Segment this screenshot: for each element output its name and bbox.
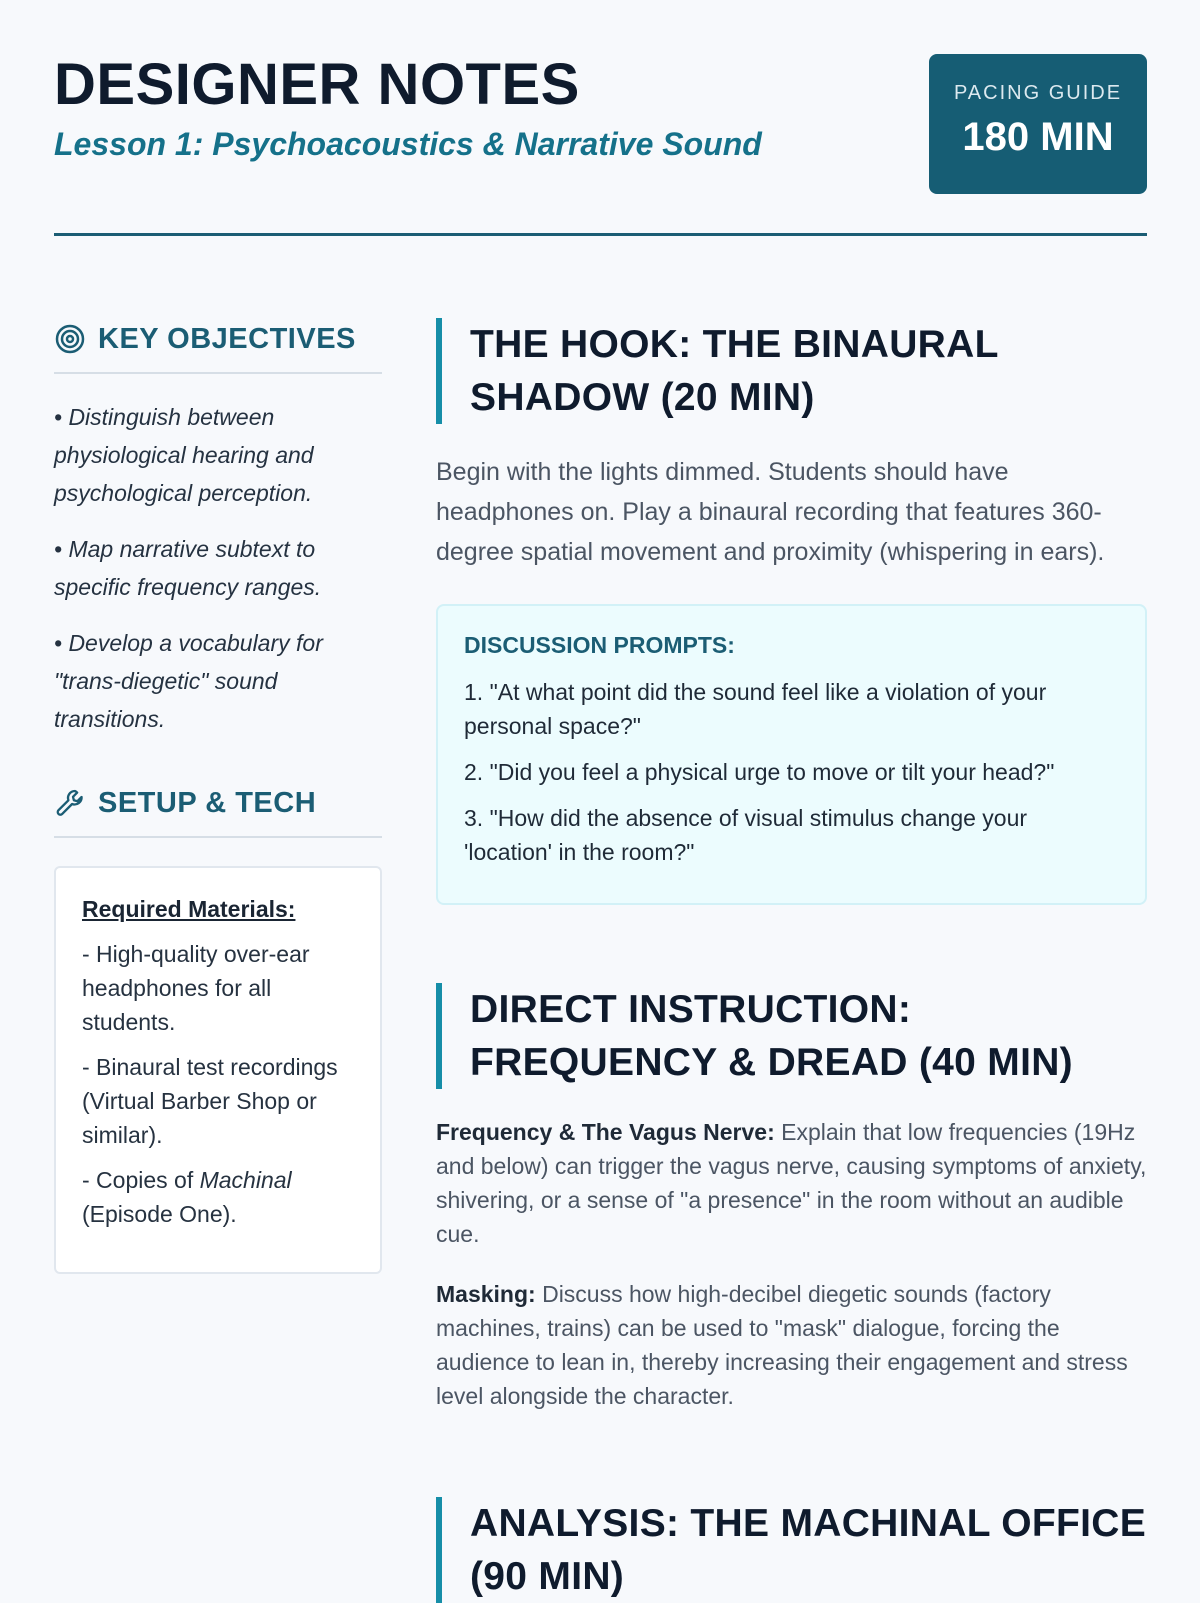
prompts-title: DISCUSSION PROMPTS: [464, 632, 735, 658]
objectives-list [54, 398, 382, 738]
section-heading-instruction: DIRECT INSTRUCTION: FREQUENCY & DREAD (40 MIN) [436, 983, 1147, 1089]
material-title: Machinal [199, 1167, 292, 1193]
section-heading-hook: THE HOOK: THE BINAURAL SHADOW (20 MIN) [436, 318, 1147, 424]
hook-paragraph: Begin with the lights dimmed. Students should have headphones on. Play a binaural recording that features 360-degree spatial movement and proximity (whispering in ears). [436, 458, 1105, 566]
objective-item: • Map narrative subtext to specific frequency ranges. [54, 536, 322, 600]
vagus-lead: Frequency & The Vagus Nerve: [436, 1119, 775, 1145]
target-icon [54, 323, 86, 355]
lesson-subtitle: Lesson 1: Psychoacoustics & Narrative Sound [54, 126, 762, 162]
material-item: - High-quality over-ear headphones for all students. [82, 941, 310, 1035]
main-content [436, 318, 1147, 1603]
setup-title: SETUP & TECH [98, 786, 317, 819]
material-item [82, 1163, 354, 1231]
sidebar [54, 318, 382, 1274]
masking-lead: Masking: [436, 1281, 536, 1307]
pacing-label: PACING GUIDE [953, 82, 1123, 104]
objective-item: • Develop a vocabulary for "trans-diegetic" sound transitions. [54, 630, 323, 732]
masking-paragraph [436, 1277, 1147, 1413]
material-prefix: - Copies of [82, 1167, 200, 1193]
prompt-item: 2. "Did you feel a physical urge to move or tilt your head?" [464, 759, 1055, 785]
pacing-guide-badge [929, 54, 1147, 194]
objective-item: • Distinguish between physiological hearing and psychological perception. [54, 404, 314, 506]
discussion-prompts-box [436, 604, 1147, 905]
section-heading-analysis: ANALYSIS: THE MACHINAL OFFICE (90 MIN) [436, 1497, 1147, 1603]
objectives-rule [54, 372, 382, 374]
header-divider [54, 233, 1147, 236]
prompt-item: 3. "How did the absence of visual stimulus change your 'location' in the room?" [464, 805, 1028, 865]
materials-title: Required Materials: [82, 896, 296, 922]
objectives-heading [54, 318, 382, 360]
materials-card [54, 866, 382, 1274]
setup-rule [54, 836, 382, 838]
prompt-item: 1. "At what point did the sound feel like a violation of your personal space?" [464, 679, 1047, 739]
objectives-title: KEY OBJECTIVES [98, 322, 356, 355]
material-suffix: (Episode One). [82, 1201, 237, 1227]
material-item: - Binaural test recordings (Virtual Barber Shop or similar). [82, 1054, 338, 1148]
setup-heading [54, 782, 382, 824]
page-title: DESIGNER NOTES [54, 52, 580, 117]
vagus-paragraph [436, 1115, 1147, 1251]
page-header [54, 52, 1147, 202]
wrench-icon [54, 787, 86, 819]
pacing-value: 180 MIN [962, 115, 1114, 159]
masking-text: Discuss how high-decibel diegetic sounds (factory machines, trains) can be used to "mask" dialogue, forcing the audience to lean in, thereby increasing their engagement and stress level alongside the character. [436, 1281, 1128, 1409]
vagus-text: Explain that low frequencies (19Hz and below) can trigger the vagus nerve, causing symptoms of anxiety, shivering, or a sense of "a presence" in the room without an audible cue. [436, 1119, 1147, 1247]
